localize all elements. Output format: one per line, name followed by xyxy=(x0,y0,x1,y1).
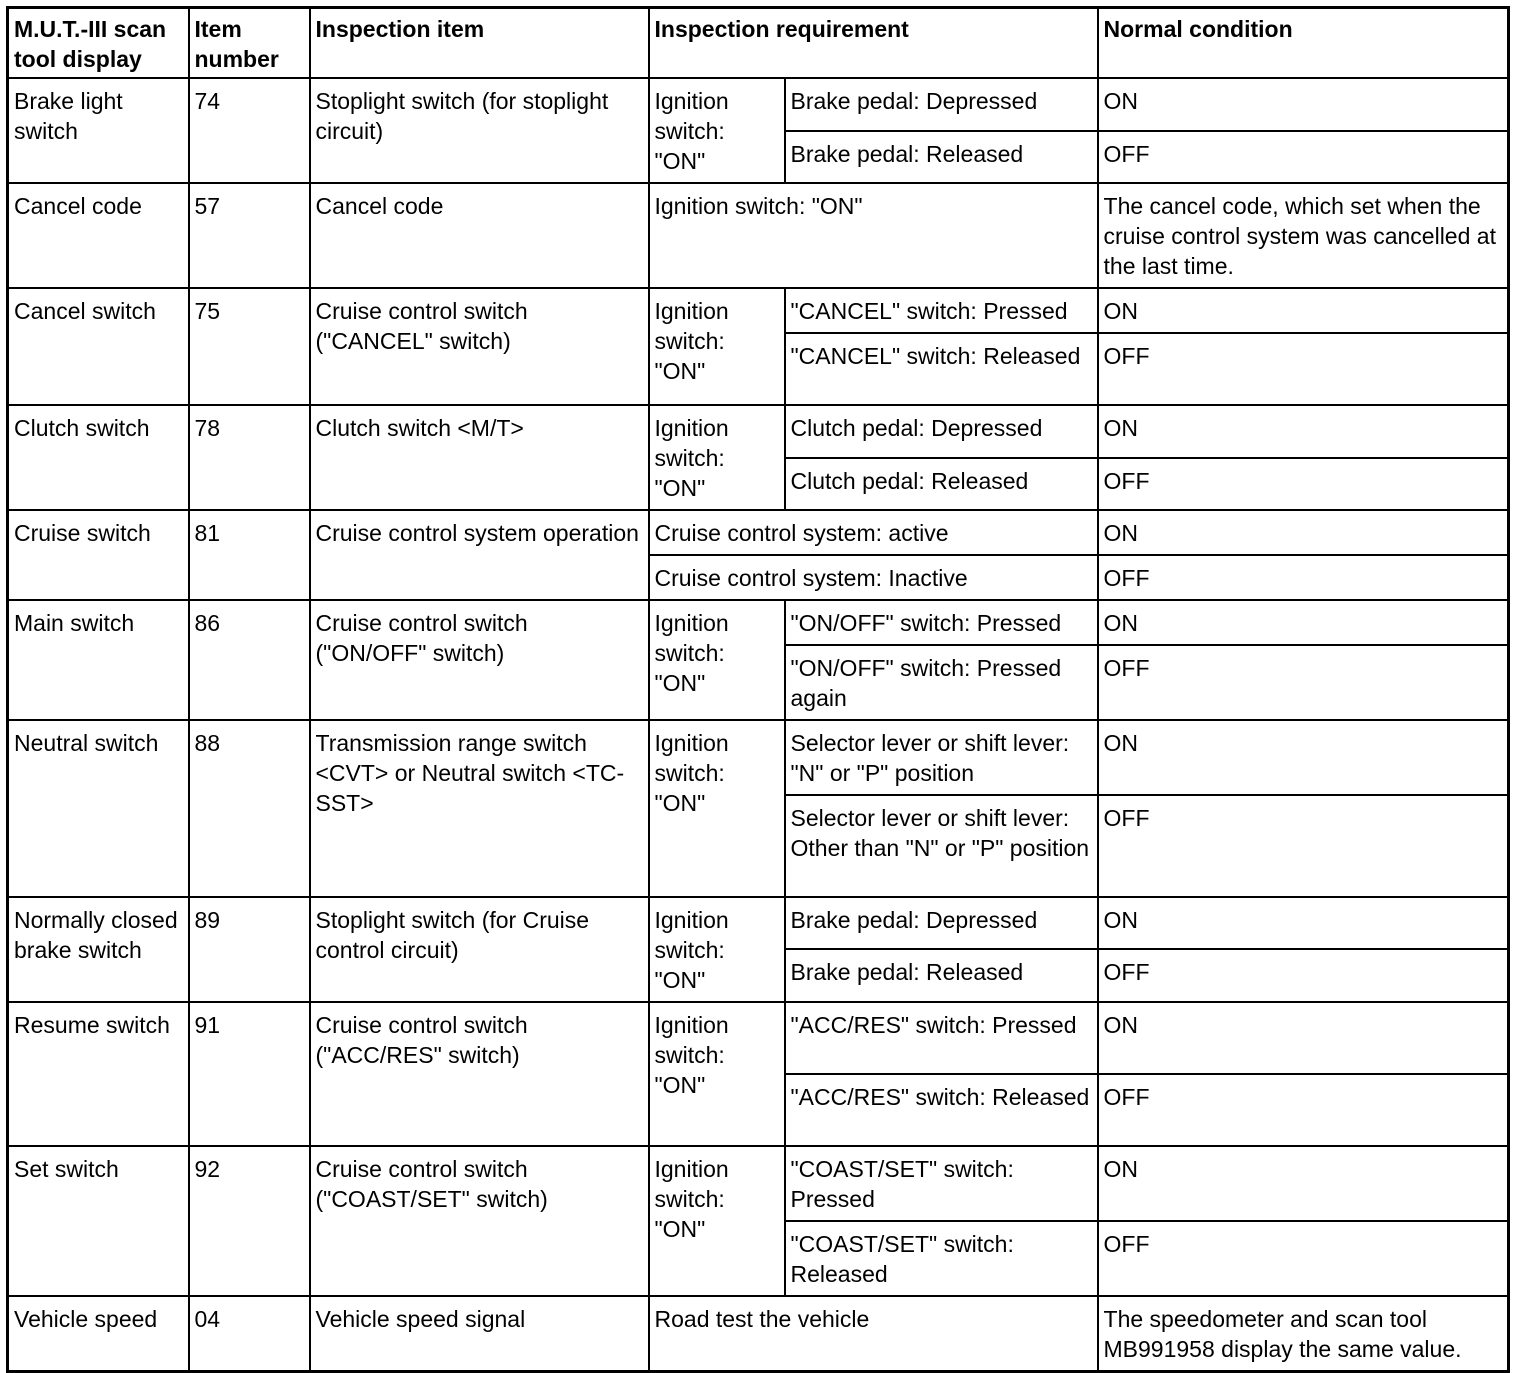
requirement-cell: "ACC/RES" switch: Pressed xyxy=(785,1002,1098,1074)
item-number-cell: 81 xyxy=(189,510,310,600)
scan-tool-display-cell: Set switch xyxy=(8,1146,189,1296)
requirement-cell: Brake pedal: Depressed xyxy=(785,78,1098,131)
item-number-cell: 78 xyxy=(189,405,310,510)
header-item-number: Item number xyxy=(189,8,310,79)
header-normal-condition: Normal condition xyxy=(1098,8,1509,79)
normal-condition-cell: OFF xyxy=(1098,458,1509,511)
scan-tool-display-cell: Vehicle speed xyxy=(8,1296,189,1372)
normal-condition-cell: The cancel code, which set when the cruise control system was cancelled at the last time. xyxy=(1098,183,1509,288)
scan-tool-display-cell: Brake light switch xyxy=(8,78,189,183)
table-row xyxy=(8,600,1509,645)
ignition-condition-cell: Ignition switch: "ON" xyxy=(649,600,785,720)
requirement-cell: "COAST/SET" switch: Pressed xyxy=(785,1146,1098,1221)
requirement-cell: Ignition switch: "ON" xyxy=(649,183,1098,288)
table-row xyxy=(8,510,1509,555)
table-row xyxy=(8,78,1509,131)
inspection-item-cell: Transmission range switch <CVT> or Neutral switch <TC-SST> xyxy=(310,720,649,897)
item-number-cell: 57 xyxy=(189,183,310,288)
table-row xyxy=(8,405,1509,458)
inspection-item-cell: Cruise control switch ("ON/OFF" switch) xyxy=(310,600,649,720)
item-number-cell: 92 xyxy=(189,1146,310,1296)
ignition-condition-cell: Ignition switch: "ON" xyxy=(649,78,785,183)
ignition-condition-cell: Ignition switch: "ON" xyxy=(649,720,785,897)
requirement-cell: "CANCEL" switch: Released xyxy=(785,333,1098,405)
normal-condition-cell: OFF xyxy=(1098,131,1509,184)
inspection-item-cell: Cancel code xyxy=(310,183,649,288)
inspection-item-cell: Vehicle speed signal xyxy=(310,1296,649,1372)
scan-tool-display-cell: Cancel switch xyxy=(8,288,189,405)
normal-condition-cell: ON xyxy=(1098,510,1509,555)
normal-condition-cell: ON xyxy=(1098,720,1509,795)
inspection-item-cell: Cruise control switch ("COAST/SET" switch) xyxy=(310,1146,649,1296)
normal-condition-cell: The speedometer and scan tool MB991958 display the same value. xyxy=(1098,1296,1509,1372)
table-row xyxy=(8,183,1509,288)
table-row xyxy=(8,1002,1509,1074)
header-inspection-item: Inspection item xyxy=(310,8,649,79)
requirement-cell: Clutch pedal: Released xyxy=(785,458,1098,511)
inspection-item-cell: Cruise control system operation xyxy=(310,510,649,600)
requirement-cell: Cruise control system: Inactive xyxy=(649,555,1098,600)
item-number-cell: 86 xyxy=(189,600,310,720)
normal-condition-cell: ON xyxy=(1098,897,1509,949)
item-number-cell: 75 xyxy=(189,288,310,405)
ignition-condition-cell: Ignition switch: "ON" xyxy=(649,1002,785,1146)
normal-condition-cell: OFF xyxy=(1098,645,1509,720)
normal-condition-cell: OFF xyxy=(1098,555,1509,600)
scan-tool-display-cell: Clutch switch xyxy=(8,405,189,510)
ignition-condition-cell: Ignition switch: "ON" xyxy=(649,288,785,405)
header-inspection-requirement: Inspection requirement xyxy=(649,8,1098,79)
requirement-cell: Cruise control system: active xyxy=(649,510,1098,555)
header-row xyxy=(8,8,1509,79)
scan-tool-display-cell: Normally closed brake switch xyxy=(8,897,189,1002)
table-row xyxy=(8,288,1509,333)
table-row xyxy=(8,897,1509,949)
requirement-cell: "CANCEL" switch: Pressed xyxy=(785,288,1098,333)
requirement-cell: "ON/OFF" switch: Pressed again xyxy=(785,645,1098,720)
normal-condition-cell: OFF xyxy=(1098,1221,1509,1296)
normal-condition-cell: ON xyxy=(1098,1146,1509,1221)
normal-condition-cell: ON xyxy=(1098,78,1509,131)
normal-condition-cell: ON xyxy=(1098,1002,1509,1074)
requirement-cell: Brake pedal: Released xyxy=(785,949,1098,1002)
scan-tool-display-cell: Cancel code xyxy=(8,183,189,288)
inspection-item-cell: Clutch switch <M/T> xyxy=(310,405,649,510)
normal-condition-cell: OFF xyxy=(1098,1074,1509,1146)
item-number-cell: 88 xyxy=(189,720,310,897)
requirement-cell: Selector lever or shift lever: Other than "N" or "P" position xyxy=(785,795,1098,897)
ignition-condition-cell: Ignition switch: "ON" xyxy=(649,897,785,1002)
scan-tool-display-cell: Neutral switch xyxy=(8,720,189,897)
requirement-cell: Selector lever or shift lever: "N" or "P" position xyxy=(785,720,1098,795)
inspection-item-cell: Stoplight switch (for stoplight circuit) xyxy=(310,78,649,183)
requirement-cell: "ACC/RES" switch: Released xyxy=(785,1074,1098,1146)
header-scan-tool-display: M.U.T.-III scan tool display xyxy=(8,8,189,79)
scan-tool-display-cell: Cruise switch xyxy=(8,510,189,600)
item-number-cell: 89 xyxy=(189,897,310,1002)
inspection-item-cell: Cruise control switch ("ACC/RES" switch) xyxy=(310,1002,649,1146)
normal-condition-cell: OFF xyxy=(1098,333,1509,405)
normal-condition-cell: OFF xyxy=(1098,949,1509,1002)
item-number-cell: 74 xyxy=(189,78,310,183)
normal-condition-cell: ON xyxy=(1098,288,1509,333)
inspection-table xyxy=(6,6,1510,1373)
requirement-cell: "COAST/SET" switch: Released xyxy=(785,1221,1098,1296)
normal-condition-cell: ON xyxy=(1098,405,1509,458)
table-row xyxy=(8,720,1509,795)
normal-condition-cell: ON xyxy=(1098,600,1509,645)
requirement-cell: Clutch pedal: Depressed xyxy=(785,405,1098,458)
table-row xyxy=(8,1146,1509,1221)
scan-tool-display-cell: Resume switch xyxy=(8,1002,189,1146)
ignition-condition-cell: Ignition switch: "ON" xyxy=(649,405,785,510)
requirement-cell: Road test the vehicle xyxy=(649,1296,1098,1372)
table-row xyxy=(8,1296,1509,1372)
inspection-item-cell: Stoplight switch (for Cruise control circuit) xyxy=(310,897,649,1002)
requirement-cell: "ON/OFF" switch: Pressed xyxy=(785,600,1098,645)
item-number-cell: 04 xyxy=(189,1296,310,1372)
requirement-cell: Brake pedal: Released xyxy=(785,131,1098,184)
scan-tool-display-cell: Main switch xyxy=(8,600,189,720)
ignition-condition-cell: Ignition switch: "ON" xyxy=(649,1146,785,1296)
item-number-cell: 91 xyxy=(189,1002,310,1146)
requirement-cell: Brake pedal: Depressed xyxy=(785,897,1098,949)
normal-condition-cell: OFF xyxy=(1098,795,1509,897)
inspection-item-cell: Cruise control switch ("CANCEL" switch) xyxy=(310,288,649,405)
